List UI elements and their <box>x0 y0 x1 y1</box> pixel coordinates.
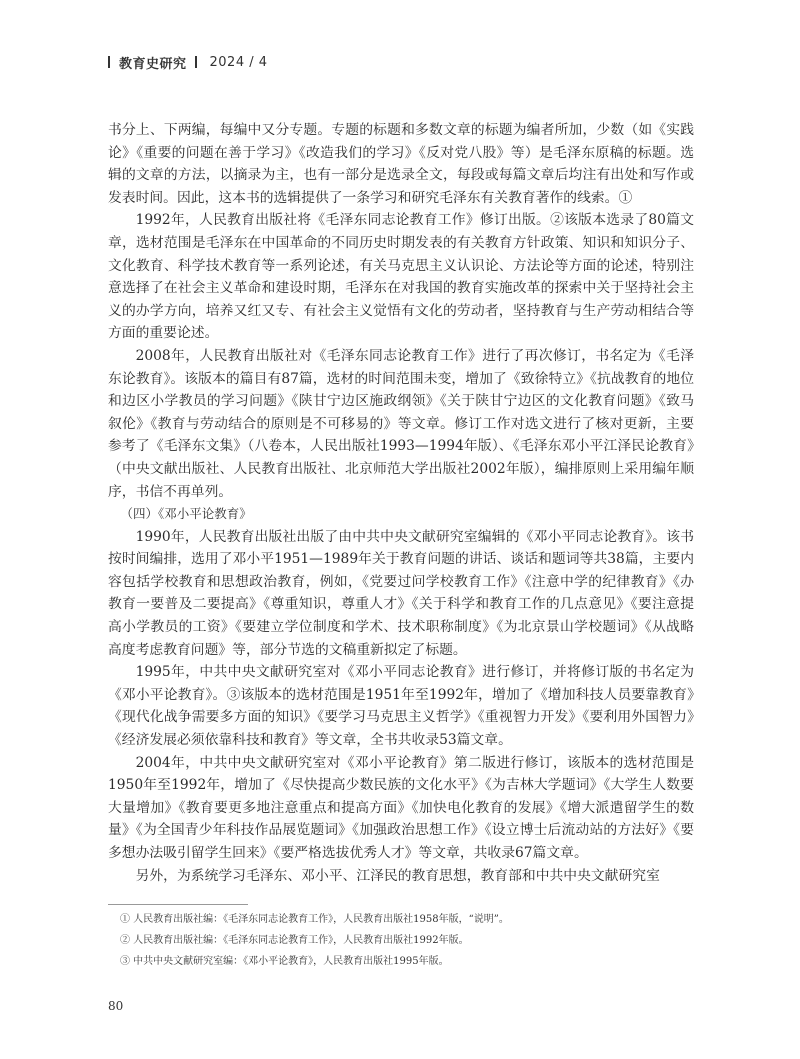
footnote-3: ③ 中共中央文献研究室编：《邓小平论教育》，人民教育出版社1995年版。 <box>120 956 449 968</box>
paragraph-4: 1990年，人民教育出版社出版了由中共中央文献研究室编辑的《邓小平同志论教育》。该书按时间编排，选用了邓小平1951—1989年关于教育问题的讲话、谈话和题词等共38篇，主要内容包括学校教育和思想政治教育，例如，《党要过问学校教育工作》《注意中学的纪律教育》《办教育一要普及二要提高》《尊重知识，尊重人才》《关于科学和教育工作的几点意见》《要注意提高小学教员的工资》《要建立学位制度和学术、技术职称制度》《为北京景山学校题词》《从战略高度考虑教育问题》等，部分节选的文稿重新拟定了标题。 <box>108 528 694 658</box>
paragraph-3: 2008年，人民教育出版社对《毛泽东同志论教育工作》进行了再次修订，书名定为《毛泽东论教育》。该版本的篇目有87篇，选材的时间范围未变，增加了《致徐特立》《抗战教育的地位和边区小学教员的学习问题》《陕甘宁边区施政纲领》《关于陕甘宁边区的文化教育问题》《致马叙伦》《教育与劳动结合的原则是不可移易的》等文章。修订工作对选文进行了核对更新，主要参考了《毛泽东文集》（八卷本，人民出版社1993—1994年版）、《毛泽东邓小平江泽民论教育》（中央文献出版社、人民教育出版社、北京师范大学出版社2002年版），编排原则上采用编年顺序，书信不再单列。 <box>108 347 694 500</box>
section-subheading: （四）《邓小平论教育》 <box>120 506 252 522</box>
footnote-1: ① 人民教育出版社编：《毛泽东同志论教育工作》，人民教育出版社1958年版，“说明”。 <box>120 914 509 925</box>
header-bar-right <box>195 56 197 68</box>
footnote-divider <box>108 904 248 905</box>
paragraph-2: 1992年，人民教育出版社将《毛泽东同志论教育工作》修订出版。②该版本选录了80篇文章，选材范围是毛泽东在中国革命的不同历史时期发表的有关教育方针政策、知识和知识分子、文化教育、科学技术教育等一系列论述，有关马克思主义认识论、方法论等方面的论述，特别注意选择了在社会主义革命和建设时期，毛泽东在对我国的教育实施改革的探索中关于坚持社会主义的办学方向，培养又红又专、有社会主义觉悟有文化的劳动者，坚持教育与生产劳动相结合等方面的重要论述。 <box>108 212 694 342</box>
footnote-2: ② 人民教育出版社编：《毛泽东同志论教育工作》，人民教育出版社1992年版。 <box>120 935 469 947</box>
paragraph-6: 2004年，中共中央文献研究室对《邓小平论教育》第二版进行修订，该版本的选材范围是1950年至1992年，增加了《尽快提高少数民族的文化水平》《为吉林大学题词》《大学生人数要大量增加》《教育要更多地注意重点和提高方面》《加快电化教育的发展》《增大派遣留学生的数量》《为全国青少年科技作品展览题词》《加强政治思想工作》《设立博士后流动站的方法好》《要多想办法吸引留学生回来》《要严格选拔优秀人才》等文章，共收录67篇文章。 <box>108 754 694 861</box>
journal-title: 教育史研究 <box>119 56 187 72</box>
paragraph-7: 另外，为系统学习毛泽东、邓小平、江泽民的教育思想，教育部和中共中央文献研究室 <box>135 867 660 884</box>
footnotes <box>120 909 694 973</box>
header-bar-left <box>108 56 110 68</box>
paragraph-1: 书分上、下两编，每编中又分专题。专题的标题和多数文章的标题为编者所加，少数（如《实践论》《重要的问题在善于学习》《改造我们的学习》《反对党八股》等）是毛泽东原稿的标题。选辑的文章的方法，以摘录为主，也有一部分是选录全文，每段或每篇文章后均注有出处和写作或发表时间。因此，这本书的选辑提供了一条学习和研究毛泽东有关教育著作的线索。① <box>108 122 694 206</box>
issue-number: 2024 / 4 <box>209 54 268 70</box>
main-text <box>108 119 694 887</box>
page-number: 80 <box>108 999 124 1013</box>
running-header <box>108 53 268 71</box>
paragraph-5: 1995年，中共中央文献研究室对《邓小平同志论教育》进行修订，并将修订版的书名定为《邓小平论教育》。③该版本的选材范围是1951年至1992年，增加了《增加科技人员要靠教育》《现代化战争需要多方面的知识》《要学习马克思主义哲学》《重视智力开发》《要利用外国智力》《经济发展必须依靠科技和教育》等文章，全书共收录53篇文章。 <box>108 664 694 749</box>
